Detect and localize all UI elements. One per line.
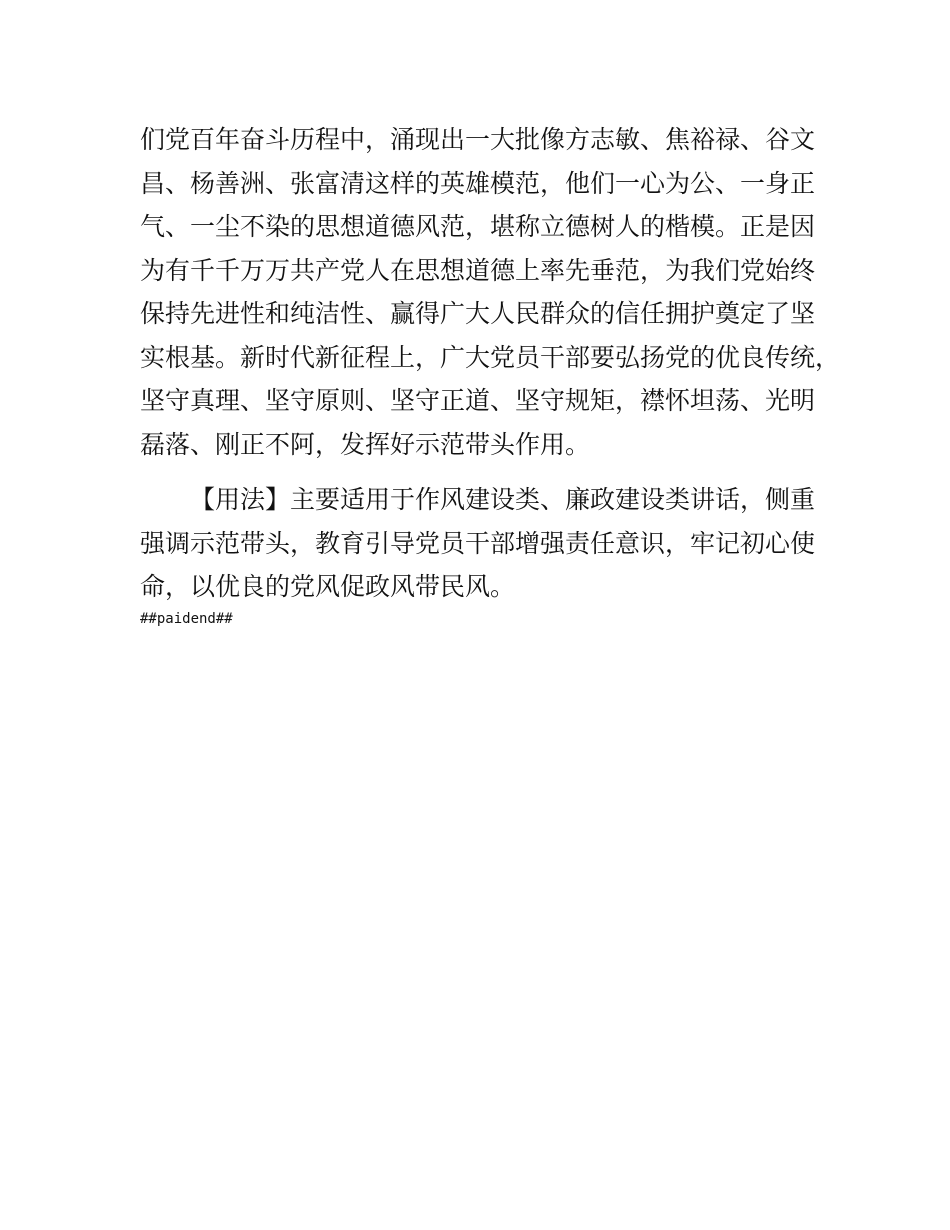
text-line: 昌、杨善洲、张富清这样的英雄模范，他们一心为公、一身正 xyxy=(140,168,816,198)
text-line: 气、一尘不染的思想道德风范，堪称立德树人的楷模。正是因 xyxy=(140,212,816,241)
end-marker: ##paidend## xyxy=(140,611,233,627)
paragraph-spacer xyxy=(140,466,810,478)
text-line: 实根基。新时代新征程上，广大党员干部要弘扬党的优良传统， xyxy=(140,342,841,372)
text-line: 强调示范带头，教育引导党员干部增强责任意识，牢记初心使 xyxy=(140,528,816,558)
text-line: 坚守真理、坚守原则、坚守正道、坚守规矩，襟怀坦荡、光明 xyxy=(140,386,816,415)
paragraph-1 xyxy=(140,118,841,466)
document-body xyxy=(140,118,841,609)
paragraph-2-usage xyxy=(140,478,816,609)
text-line: 保持先进性和纯洁性、赢得广大人民群众的信任拥护奠定了坚 xyxy=(140,299,816,328)
text-line: 命，以优良的党风促政风带民风。 xyxy=(140,572,516,601)
text-line: 们党百年奋斗历程中，涌现出一大批像方志敏、焦裕禄、谷文 xyxy=(140,125,816,154)
text-line: 磊落、刚正不阿，发挥好示范带头作用。 xyxy=(140,429,591,459)
text-line: 【用法】主要适用于作风建设类、廉政建设类讲话，侧重 xyxy=(190,485,816,514)
text-line: 为有千千万万共产党人在思想道德上率先垂范，为我们党始终 xyxy=(140,255,816,285)
